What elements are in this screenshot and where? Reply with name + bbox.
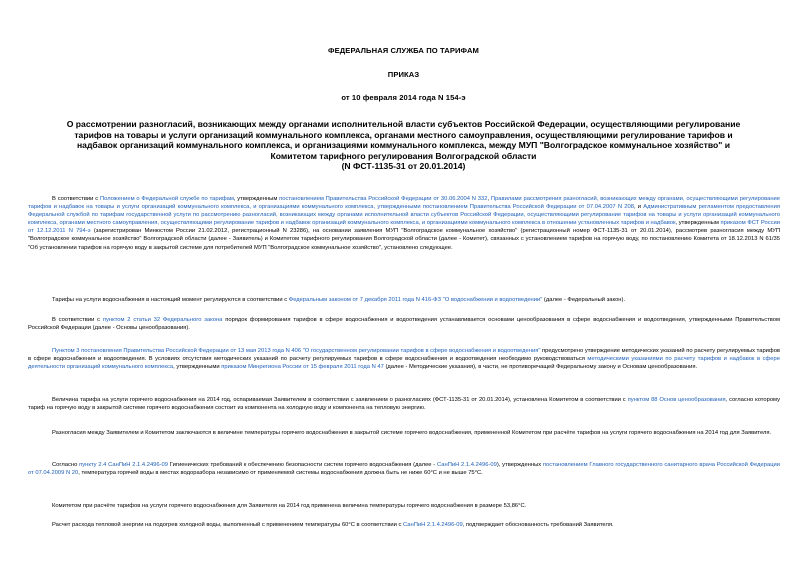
link-dispute-rules-208[interactable]: Правилами рассмотрения разногласий, возникающих между органами, осуществляющими регулирование тарифов и надбавок на товары и услуги организаций коммунального комплекса, и организациями коммунального комплекса, утвержденными постановлением Правительства Российской Федерации от 07.04.2007 N 208	[28, 196, 780, 211]
paragraph-legal-basis	[28, 195, 780, 252]
text-fragment: , и	[633, 204, 644, 211]
link-sanpin[interactable]: СанПиН 2.1.4.2496-09	[403, 522, 463, 528]
document-title	[56, 119, 751, 172]
text-fragment: , температура горячей воды в местах водоразбора независимо от применяемой системы водоснабжения должна быть не ниже 60°С и не выше 75°С.	[78, 470, 483, 477]
paragraph-pricing-basis	[28, 316, 780, 332]
text-fragment: ), утвержденных	[496, 462, 543, 468]
text-fragment: Гигиенических требований к обеспечению безопасности систем горячего водоснабжения (далее -	[168, 462, 438, 468]
paragraph-methodical-guidelines	[28, 347, 780, 371]
text-fragment: предусмотрено утверждение методических указаний по расчету регулируемых тарифов в сфере водоснабжения и водоотведения. В условиях отсутствия методических указаний по расчету регулируемых тарифов в сфере водоснабжения и водоотведения необходимо руководствоваться	[28, 348, 780, 363]
document-title-text: О рассмотрении разногласий, возникающих между органами исполнительной власти субъектов Российской Федерации, осуществляющими регулирование тарифов на товары и услуги организаций коммунального комплекса, органами местного самоуправления, осуществляющими регулирование тарифов и надбавок организаций коммунального комплекса, и организациями коммунального комплекса, между МУП "Волгоградское коммунальное хозяйство" и Комитетом тарифного регулирования Волгоградской области	[66, 119, 741, 161]
text-fragment: Согласно	[52, 462, 80, 468]
text-fragment: В соответствии с	[52, 196, 100, 202]
link-sanpin[interactable]: СанПиН 2.1.4.2496-09	[437, 462, 497, 468]
paragraph-applied-temperature	[28, 502, 780, 510]
link-article-32[interactable]: пунктом 2 статьи 32 Федерального закона	[102, 317, 223, 323]
link-federal-law-416[interactable]: Федеральным законом от 7 декабря 2011 года N 416-ФЗ "О водоснабжении и водоотведении"	[288, 297, 543, 303]
text-fragment: порядок формирования тарифов в сфере водоснабжения и водоотведения устанавливается основами ценообразования в сфере водоснабжения и водоотведения, утвержденными Правительством Российской Федерации (далее - Основы ценообразования).	[28, 317, 781, 332]
text-fragment: (далее - Методические указания), в части, не противоречащей Федеральному закону и Основам ценообразования.	[383, 364, 698, 371]
link-administrative-regulation[interactable]: Административным регламентом предоставления Федеральной службой по тарифам государственной услуги по рассмотрению разногласий, возникающих между органами исполнительной власти субъектов Российской Федерации, осуществляющими регулирование тарифов на товары и услуги организаций коммунального комплекса, органами местного самоуправления, осуществляющими регулирование тарифов и надбавок организаций коммунального комплекса, и организациями коммунального комплекса в отношении установленных тарифов и надбавок	[28, 204, 781, 227]
paragraph-sanpin-requirements	[28, 461, 780, 477]
paragraph-federal-law	[28, 296, 780, 304]
text-fragment: , утвержденным	[675, 220, 721, 227]
link-sanitary-doctor-decree-20[interactable]: постановлением Главного государственного санитарного врача Российской Федерации от 07.04.2009 N 20	[28, 462, 781, 477]
paragraph-disagreement	[28, 429, 780, 437]
text-fragment: В соответствии с	[52, 317, 103, 323]
link-minregion-order-47[interactable]: приказом Минрегиона России от 15 февраля 2011 года N 47	[221, 364, 384, 371]
text-fragment: (далее - Федеральный закон).	[542, 297, 626, 303]
link-government-decree-406[interactable]: Пунктом 3 постановления Правительства Российской Федерации от 13 мая 2013 года N 406 "О государственном регулировании тарифов в сфере водоснабжения и водоотведения"	[52, 348, 541, 354]
text-fragment: Комитетом при расчёте тарифов на услуги горячего водоснабжения для Заявителя на 2014 год применена величина температуры горячего водоснабжения в размере 53,86°С.	[52, 503, 527, 509]
link-fst-regulation[interactable]: Положением о Федеральной службе по тарифам	[99, 196, 234, 202]
link-sanpin-clause-2-4[interactable]: пункту 2.4 СанПиН 2.1.4.2496-09	[79, 462, 169, 468]
text-fragment: Расчет расхода тепловой энергии на подогрев холодной воды, выполненный с применением температуры 60°С в соответствии с	[52, 522, 404, 528]
text-fragment: ,	[487, 196, 491, 202]
text-fragment: Разногласия между Заявителем и Комитетом заключаются в величине температуры горячего водоснабжения в закрытой системе горячего водоснабжения, примененной Комитетом при расчёте тарифов на услуги горячего водоснабжения на 2014 год для Заявителя.	[52, 430, 772, 436]
text-fragment: Тарифы на услуги водоснабжения в настоящий момент регулируются в соответствии с	[52, 297, 289, 303]
link-pricing-basis-88[interactable]: пунктом 88 Основ ценообразования	[627, 397, 726, 403]
document-title-reference: (N ФСТ-1135-31 от 20.01.2014)	[341, 161, 466, 172]
text-fragment: , утвержденными	[173, 364, 222, 371]
link-government-decree-332[interactable]: постановлением Правительства Российской Федерации от 30.06.2004 N 332	[279, 196, 488, 202]
link-fst-order-794[interactable]: приказом ФСТ России от 12.12.2011 N 794-э	[28, 220, 780, 235]
link-methodical-guidelines[interactable]: методическими указаниями по расчету тарифов и надбавок в сфере деятельности организаций коммунального комплекса	[28, 356, 780, 371]
agency-heading: ФЕДЕРАЛЬНАЯ СЛУЖБА ПО ТАРИФАМ	[328, 46, 479, 55]
text-fragment: (зарегистрирован Минюстом России 21.02.2012, регистрационный N 23286), на основании заявления МУП "Волгоградское коммунальное хозяйство" (регистрационный номер ФСТ-1135-31 от 20.01.2014), рассмотрев разногласия между МУП "Волгоградское коммунальное хозяйство" Волгоградской области (далее - Заявитель) и Комитетом тарифного регулирования Волгоградской области (далее - Комитет), связанных с установлением тарифов на горячую воду, по постановлению Комитета от 18.12.2013 N 61/35 "Об установлении тарифов на горячую воду в закрытой системе для потребителей МУП "Волгоградское коммунальное хозяйство", установлено следующее.	[28, 228, 780, 251]
text-fragment: , согласно которому тариф на горячую воду в закрытой системе горячего водоснабжения состоит из компонента на холодную воду и компонента на тепловую энергию.	[28, 397, 780, 412]
text-fragment: , подтверждает обоснованность требований Заявителя.	[462, 522, 614, 528]
document-date-heading: от 10 февраля 2014 года N 154-э	[341, 93, 466, 102]
paragraph-tariff-value	[28, 396, 780, 412]
paragraph-calculation-confirmation	[28, 521, 780, 529]
text-fragment: , утвержденным	[233, 196, 280, 202]
text-fragment: Величина тарифа на услуги горячего водоснабжения на 2014 год, оспариваемая Заявителем в соответствии с заявлением о разногласиях (ФСТ-1135-31 от 20.01.2014), установлена Комитетом в соответствии с	[52, 397, 628, 403]
document-type-heading: ПРИКАЗ	[387, 70, 420, 79]
